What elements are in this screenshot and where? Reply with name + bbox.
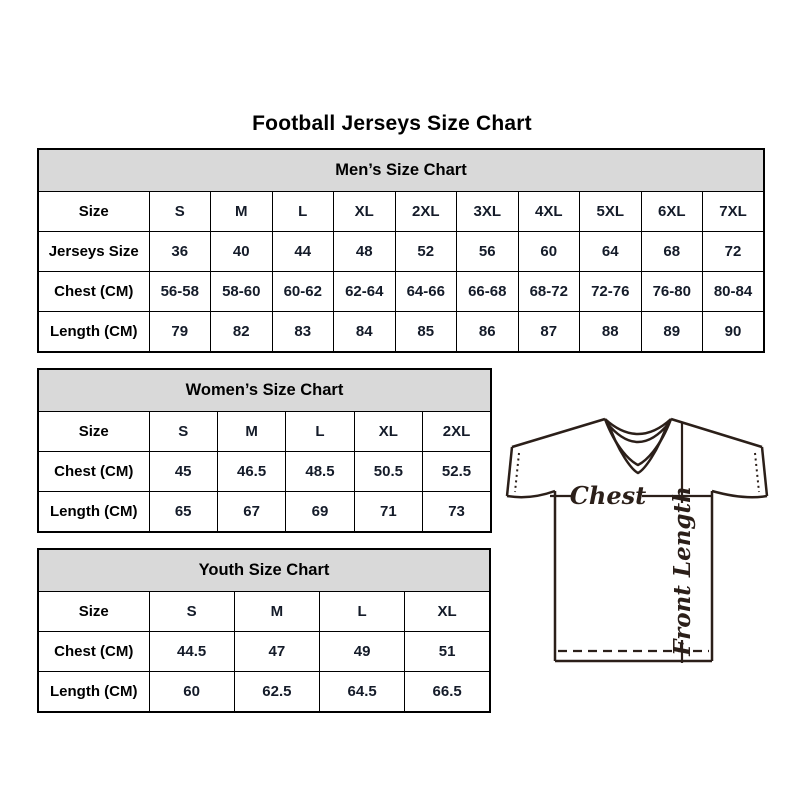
womens-size-chart-table <box>37 368 492 533</box>
size-value: 47 <box>234 632 319 672</box>
table-row <box>38 452 491 492</box>
size-value: L <box>272 192 334 232</box>
size-value: 60-62 <box>272 272 334 312</box>
size-value: 66.5 <box>405 672 490 713</box>
size-value: 50.5 <box>354 452 422 492</box>
jersey-left-shoulder <box>512 419 605 447</box>
jersey-icon <box>498 400 788 680</box>
chest-label: Chest <box>569 481 647 510</box>
row-label: Length (CM) <box>38 492 149 533</box>
jersey-collar-inner-arc <box>607 423 669 442</box>
size-value: 73 <box>423 492 491 533</box>
size-value: 44.5 <box>149 632 234 672</box>
jersey-left-sleeve-underside <box>507 491 555 497</box>
size-value: M <box>211 192 273 232</box>
table-row <box>38 412 491 452</box>
row-label: Size <box>38 592 149 632</box>
size-value: XL <box>354 412 422 452</box>
size-value: 51 <box>405 632 490 672</box>
row-label: Chest (CM) <box>38 452 149 492</box>
size-value: 62.5 <box>234 672 319 713</box>
jersey-right-shoulder <box>671 419 762 447</box>
mens-size-chart-table <box>37 148 765 353</box>
table-row <box>38 192 764 232</box>
size-value: 52.5 <box>423 452 491 492</box>
size-value: 60 <box>149 672 234 713</box>
row-label: Size <box>38 412 149 452</box>
size-value: 88 <box>580 312 642 353</box>
size-value: 46.5 <box>217 452 285 492</box>
size-value: 60 <box>518 232 580 272</box>
size-value: 56 <box>457 232 519 272</box>
size-value: 64-66 <box>395 272 457 312</box>
row-label: Length (CM) <box>38 312 149 353</box>
size-value: 82 <box>211 312 273 353</box>
size-value: S <box>149 192 211 232</box>
size-value: 44 <box>272 232 334 272</box>
size-value: 49 <box>320 632 405 672</box>
size-value: 76-80 <box>641 272 703 312</box>
size-value: 7XL <box>703 192 765 232</box>
table-row <box>38 632 490 672</box>
size-value: 64.5 <box>320 672 405 713</box>
jersey-right-sleeve-edge <box>762 447 767 496</box>
size-value: 68 <box>641 232 703 272</box>
size-value: 40 <box>211 232 273 272</box>
size-value: 68-72 <box>518 272 580 312</box>
size-value: XL <box>334 192 396 232</box>
size-value: 58-60 <box>211 272 273 312</box>
jersey-right-cuff-stitching <box>755 453 759 492</box>
size-value: 87 <box>518 312 580 353</box>
size-value: 69 <box>286 492 354 533</box>
row-label: Length (CM) <box>38 672 149 713</box>
size-value: 2XL <box>423 412 491 452</box>
size-value: 4XL <box>518 192 580 232</box>
size-value: 90 <box>703 312 765 353</box>
size-value: 56-58 <box>149 272 211 312</box>
size-value: M <box>217 412 285 452</box>
size-value: 48.5 <box>286 452 354 492</box>
jersey-left-sleeve-edge <box>507 447 512 496</box>
size-value: 67 <box>217 492 285 533</box>
size-chart-title: Women’s Size Chart <box>38 369 491 412</box>
size-value: S <box>149 592 234 632</box>
youth-size-chart-table <box>37 548 491 713</box>
size-value: 62-64 <box>334 272 396 312</box>
size-value: L <box>320 592 405 632</box>
size-value: S <box>149 412 217 452</box>
size-value: 89 <box>641 312 703 353</box>
table-row <box>38 312 764 353</box>
size-value: 72-76 <box>580 272 642 312</box>
size-value: 52 <box>395 232 457 272</box>
size-value: 36 <box>149 232 211 272</box>
size-value: 72 <box>703 232 765 272</box>
front-length-label: Front Length <box>669 486 696 656</box>
size-value: 80-84 <box>703 272 765 312</box>
size-value: L <box>286 412 354 452</box>
size-value: 71 <box>354 492 422 533</box>
size-value: 79 <box>149 312 211 353</box>
size-chart-title: Youth Size Chart <box>38 549 490 592</box>
size-value: 66-68 <box>457 272 519 312</box>
row-label: Size <box>38 192 149 232</box>
row-label: Chest (CM) <box>38 272 149 312</box>
page-title: Football Jerseys Size Chart <box>252 112 532 136</box>
size-value: 48 <box>334 232 396 272</box>
row-label: Chest (CM) <box>38 632 149 672</box>
table-row <box>38 232 764 272</box>
size-value: 5XL <box>580 192 642 232</box>
table-row <box>38 672 490 713</box>
size-value: 84 <box>334 312 396 353</box>
size-value: 6XL <box>641 192 703 232</box>
size-value: 85 <box>395 312 457 353</box>
size-value: 2XL <box>395 192 457 232</box>
table-row <box>38 592 490 632</box>
size-value: 86 <box>457 312 519 353</box>
size-value: 45 <box>149 452 217 492</box>
size-value: M <box>234 592 319 632</box>
size-value: 3XL <box>457 192 519 232</box>
table-row <box>38 272 764 312</box>
jersey-left-cuff-stitching <box>515 453 519 492</box>
size-value: 65 <box>149 492 217 533</box>
size-value: XL <box>405 592 490 632</box>
table-row <box>38 492 491 533</box>
row-label: Jerseys Size <box>38 232 149 272</box>
jersey-measurement-diagram <box>498 400 788 680</box>
size-value: 83 <box>272 312 334 353</box>
size-chart-title: Men’s Size Chart <box>38 149 764 192</box>
size-value: 64 <box>580 232 642 272</box>
